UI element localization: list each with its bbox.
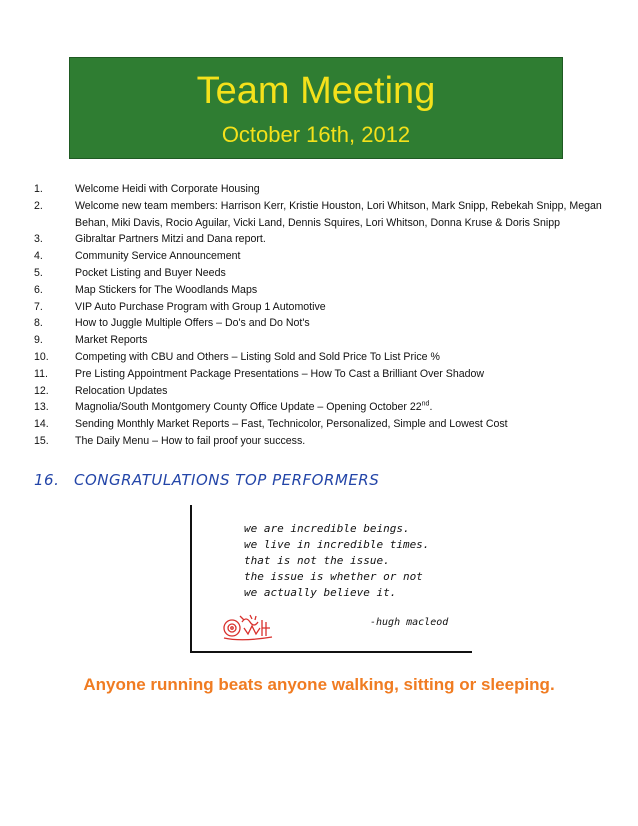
agenda-number: 7. [34, 300, 43, 313]
agenda-text: Welcome Heidi with Corporate Housing [75, 183, 260, 195]
quote-author: -hugh macleod [370, 617, 449, 628]
agenda-item [34, 315, 619, 332]
agenda-item [34, 265, 619, 282]
handwritten-agenda-item [34, 471, 379, 489]
agenda-tail: . [429, 401, 433, 414]
handwritten-number: 16. [34, 471, 60, 489]
cartoon-frame-bottom [190, 651, 472, 653]
page-title: Team Meeting [196, 70, 436, 112]
agenda-item [34, 416, 619, 433]
handwritten-text: CONGRATULATIONS TOP PERFORMERS [74, 471, 380, 489]
agenda-item [34, 181, 619, 198]
agenda-number: 9. [34, 334, 43, 347]
agenda-number: 3. [34, 233, 43, 246]
agenda-list [34, 181, 619, 450]
cartoon-frame-left [190, 505, 192, 653]
agenda-text: Pocket Listing and Buyer Needs [75, 266, 226, 279]
agenda-text: Relocation Updates [75, 384, 168, 397]
agenda-number: 14. [34, 418, 49, 431]
motivational-tagline: Anyone running beats anyone walking, sitting or sleeping. [83, 675, 555, 694]
agenda-number: 15. [34, 434, 49, 447]
agenda-number: 6. [34, 283, 43, 296]
agenda-number: 1. [34, 183, 43, 195]
agenda-number: 5. [34, 266, 43, 279]
agenda-number: 10. [34, 350, 49, 363]
quote-line: the issue is whether or not [244, 570, 423, 583]
quote-line: we actually believe it. [244, 586, 397, 599]
agenda-item [34, 248, 619, 265]
agenda-number: 4. [34, 250, 43, 263]
cartoon-quote [190, 505, 472, 653]
agenda-item [34, 231, 619, 248]
hughmacleod-signature-icon [222, 612, 280, 644]
quote-line: we live in incredible times. [244, 538, 430, 551]
quote-line: that is not the issue. [244, 554, 390, 567]
agenda-text: The Daily Menu – How to fail proof your success. [75, 434, 306, 447]
agenda-superscript: nd [421, 400, 430, 408]
agenda-text: Magnolia/South Montgomery County Office Update – Opening October 22 [75, 401, 422, 414]
agenda-text: Pre Listing Appointment Package Presentations – How To Cast a Brilliant Over Shadow [75, 367, 485, 380]
agenda-text: Community Service Announcement [75, 250, 241, 263]
agenda-item [34, 383, 619, 400]
agenda-item [34, 433, 619, 450]
agenda-text: Map Stickers for The Woodlands Maps [75, 283, 258, 296]
agenda-text: Competing with CBU and Others – Listing Sold and Sold Price To List Price % [75, 350, 440, 363]
agenda-item [34, 399, 619, 416]
meeting-date: October 16th, 2012 [221, 122, 411, 147]
agenda-item [34, 332, 619, 349]
agenda-number: 11. [34, 367, 48, 380]
agenda-number: 12. [34, 384, 49, 397]
agenda-item [34, 366, 619, 383]
title-banner [69, 57, 563, 159]
agenda-number: 8. [34, 317, 43, 330]
agenda-item [34, 299, 619, 316]
agenda-text: Sending Monthly Market Reports – Fast, Technicolor, Personalized, Simple and Lowest Cost [75, 418, 508, 431]
quote-line: we are incredible beings. [244, 522, 410, 535]
agenda-item [34, 349, 619, 366]
agenda-item [34, 198, 619, 232]
agenda-item [34, 282, 619, 299]
agenda-text: VIP Auto Purchase Program with Group 1 Automotive [75, 300, 326, 313]
quote-text [244, 521, 429, 601]
agenda-text: How to Juggle Multiple Offers – Do's and Do Not's [75, 317, 310, 330]
agenda-number: 2. [34, 199, 43, 212]
agenda-text: Gibraltar Partners Mitzi and Dana report. [75, 233, 266, 246]
agenda-text: Welcome new team members: Harrison Kerr, Kristie Houston, Lori Whitson, Mark Snipp, Rebekah Snipp, Megan Behan, Miki Davis, Rocio Aguilar, Vicki Land, Dennis Squires, Lori Whitson, Donna Kruse & Doris Snipp [75, 199, 602, 229]
agenda-number: 13. [34, 401, 49, 414]
agenda-text: Market Reports [75, 334, 148, 347]
